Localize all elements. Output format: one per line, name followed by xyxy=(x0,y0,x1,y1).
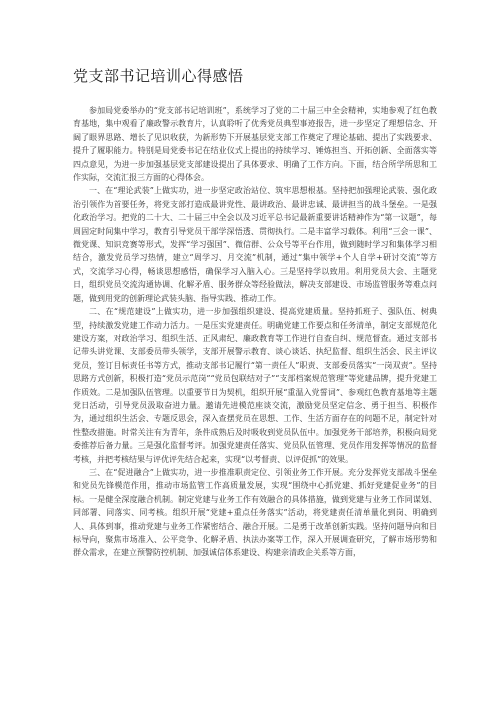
document-title: 党支部书记培训心得感悟 xyxy=(73,67,244,85)
paragraph-standard: 二、在“规范建设”上做实功，进一步加强组织建设、提高党建质量。坚持抓班子、强队伍、树典型，持续激发党建工作动力活力。一是压实党建责任。明确党建工作要点和任务清单，制定支部规范化建设方案，对政治学习、组织生活、正风肃纪、廉政教育等工作进行自查自纠、规范督查。通过支部书记带头讲党课、支部委员带头领学，支部开展警示教育、谈心谈话、执纪监督、组织生活会、民主评议党员，签订目标责任书等方式，推动支部书记履行“第一责任人”职责、支部委员落实“一岗双责”。坚持思路方式创新，积极打造“党员示范岗”“党员包联结对子”“支部档案规范管理”等党建品牌，提升党建工作质效。二是加强队伍管理。以重要节日为契机，组织开展“重温入党誓词”、参观红色教育基地等主题党日活动，引导党员汲取奋进力量。邀请先进模范座谈交流，激励党员坚定信念、勇于担当、积极作为，通过组织生活会、专题反思会，深入查摆党员在思想、工作、生活方面存在的问题不足，制定针对性整改措施。时常关注有为青年，条件成熟后及时吸收到党员队伍中。加强党务干部培养，积极向局党委推荐后备力量。三是强化监督考评。加强党建责任落实、党员队伍管理、党员作用发挥等情况的监督考核，并把考核结果与评优评先结合起来，实现“以考督责、以评促抓”的效果。 xyxy=(73,307,437,464)
paragraph-integration: 三、在“促进融合”上做实功，进一步推准职责定位、引领业务工作开展。充分发挥党支部战斗堡垒和党员先锋模范作用，推动市场监管工作高质量发展，实现“围绕中心抓党建、抓好党建促业务”的目标。一是健全深度融合机制。制定党建与业务工作有效融合的具体措施，做到党建与业务工作同谋划、同部署、同落实、同考核。组织开展“党建+重点任务落实”活动，将党建责任清单量化到岗、明确到人、具体到事，推动党建与业务工作紧密结合、融合开展。二是勇于改革创新实践。坚持问题导向和目标导向，聚焦市场准入、公平竞争、化解矛盾、执法办案等工作，深入开展调查研究，了解市场形势和群众需求，在建立预警防控机制、加强诚信体系建设、构建亲清政企关系等方面， xyxy=(73,467,437,558)
paragraph-theory: 一、在“理论武装”上做实功，进一步坚定政治站位、筑牢思想根基。坚持把加强理论武装、强化政治引领作为首要任务，将党支部打造成最讲党性、最讲政治、最讲忠诚、最讲担当的战斗堡垒。一是强化政治学习。把党的二十大、二十届三中全会以及习近平总书记最新重要讲话精神作为“第一议题”，每周固定时间集中学习，教育引导党员干部学深悟透、贯彻执行。二是丰富学习载体。利用“三会一课”、微党课、知识竞赛等形式，发挥“学习强国”、微信群、公众号等平台作用，做到随时学习和集体学习相结合，激发党员学习热情，建立“周学习、月交流”机制，通过“集中领学+个人自学+研讨交流”等方式，交流学习心得，畅谈思想感悟，确保学习入脑入心。三是坚持学以致用。利用党员大会、主题党日，组织党员交流沟通协调、化解矛盾、服务群众等经验做法，解决支部建设、市场监管服务等难点问题，做到用党的创新理论武装头脑、指导实践、推动工作。 xyxy=(73,186,437,303)
paragraph-intro: 参加局党委举办的“党支部书记培训班”，系统学习了党的二十届三中全会精神，实地参观了红色教育基地，集中观看了廉政警示教育片，认真聆听了优秀党员典型事迹报告，进一步坚定了理想信念、开阔了眼界思路、增长了见识收获，为新形势下开展基层党支部工作奠定了理论基础、提出了实践要求、提升了履职能力。特别是局党委书记在结业仪式上提出的持续学习、锤炼担当、开拓创新、全面落实等四点意见，为进一步加强基层党支部建设提出了具体要求、明确了工作方向。下面，结合所学所思和工作实际，交流汇报三方面的心得体会。 xyxy=(73,106,437,183)
